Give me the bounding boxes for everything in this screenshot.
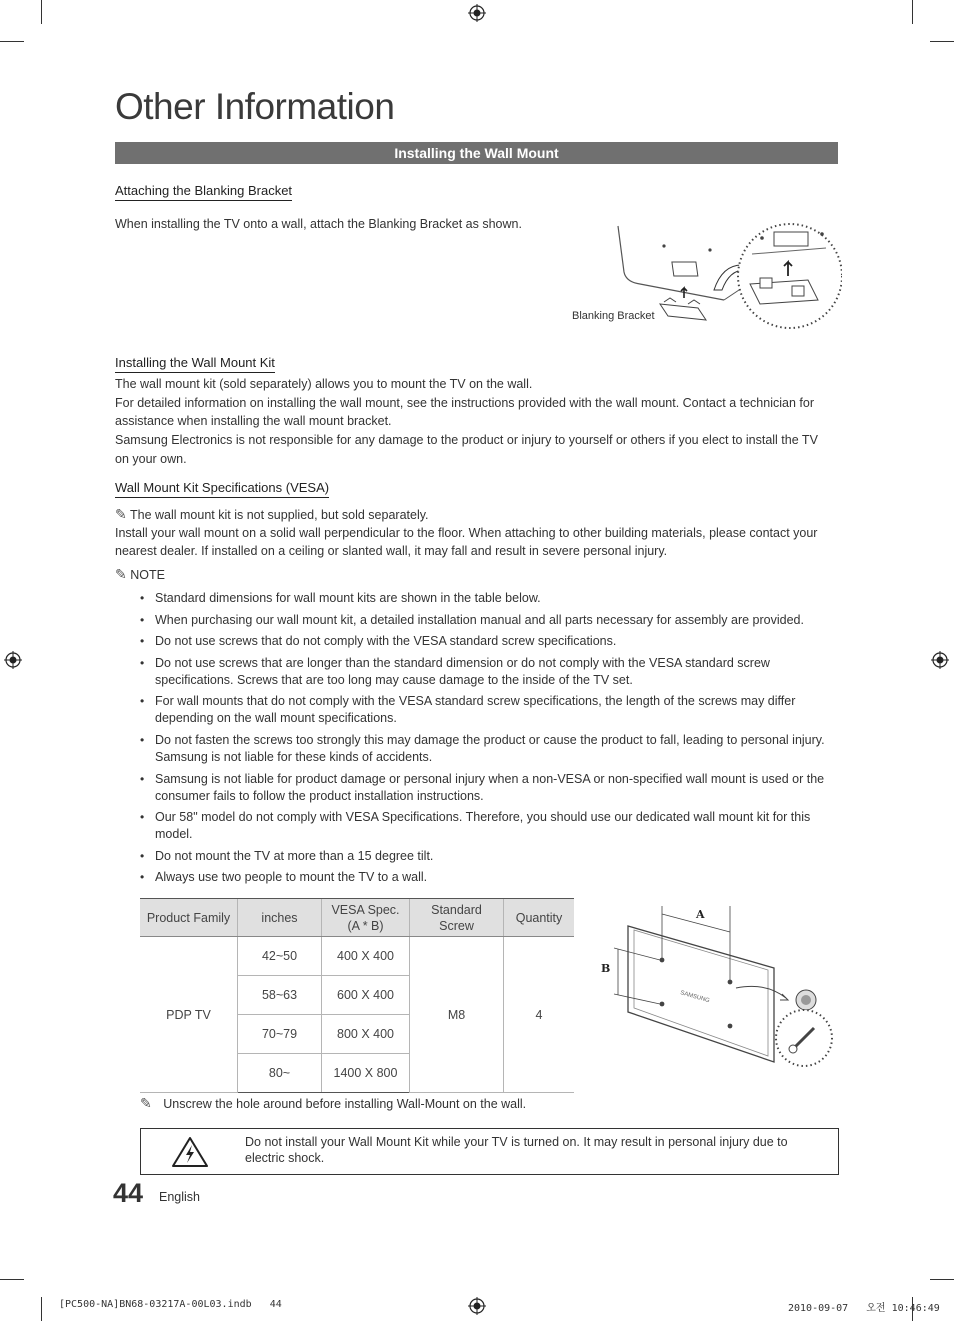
inches-cell: 80~ (238, 1054, 322, 1093)
list-item: • Our 58" model do not comply with VESA Specifications. Therefore, you should use our dedicated wall mount kit for this model. (115, 809, 845, 843)
note-pencil-icon: ✎ (140, 1095, 152, 1111)
wall-mount-kit-heading: Installing the Wall Mount Kit (115, 355, 275, 373)
note-list (115, 590, 845, 891)
registration-mark-icon (931, 651, 949, 669)
page-number: 44 (113, 1178, 144, 1208)
table-row (140, 937, 574, 976)
crop-mark (930, 1279, 954, 1280)
vesa-cell: 400 X 400 (322, 937, 410, 976)
blanking-bracket-text: When installing the TV onto a wall, attach the Blanking Bracket as shown. (115, 217, 522, 231)
registration-mark-icon (468, 1297, 486, 1315)
vesa-spec-table (140, 898, 574, 1093)
blanking-bracket-heading: Attaching the Blanking Bracket (115, 183, 292, 201)
vesa-cell: 800 X 400 (322, 1015, 410, 1054)
quantity-cell: 4 (504, 937, 575, 1093)
screw-cell: M8 (410, 937, 504, 1093)
column-header: Quantity (504, 899, 575, 937)
column-header: inches (238, 899, 322, 937)
crop-mark (930, 41, 954, 42)
wall-mount-kit-paragraph: Samsung Electronics is not responsible for any damage to the product or injury to yourself or others if you elect to install the TV on your own. (115, 433, 818, 466)
inches-cell: 70~79 (238, 1015, 322, 1054)
footer-timestamp: 2010-09-07 오전 10:46:49 (788, 1303, 940, 1314)
crop-mark (912, 0, 913, 24)
column-header: VESA Spec. (A * B) (322, 899, 410, 937)
unscrew-note-text: Unscrew the hole around before installing Wall-Mount on the wall. (163, 1097, 527, 1111)
footer-language: English (159, 1190, 200, 1204)
electric-shock-warning-icon (171, 1136, 209, 1168)
vesa-cell: 600 X 400 (322, 976, 410, 1015)
column-header: Product Family (140, 899, 238, 937)
inches-cell: 42~50 (238, 937, 322, 976)
note-pencil-icon: ✎ (115, 566, 127, 582)
table-header-row (140, 899, 574, 937)
product-family-cell: PDP TV (140, 937, 238, 1093)
list-item: • Always use two people to mount the TV to a wall. (115, 869, 845, 886)
crop-mark (0, 1279, 24, 1280)
dimension-b-label: B (601, 962, 611, 975)
column-header: Standard Screw (410, 899, 504, 937)
dimension-a-label: A (696, 908, 705, 921)
list-item: • Do not fasten the screws too strongly this may damage the product or cause the product to fall, leading to personal injury. Samsung is not liable for these kinds of accidents. (115, 732, 845, 766)
registration-mark-icon (4, 651, 22, 669)
crop-mark (0, 41, 24, 42)
note-pencil-icon: ✎ (115, 506, 127, 522)
footer-file-name: [PC500-NA]BN68-03217A-00L03.indb 44 (59, 1299, 282, 1310)
note-label: NOTE (130, 568, 165, 582)
section-title-bar: Installing the Wall Mount (115, 142, 838, 164)
list-item: • Samsung is not liable for product damage or personal injury when a non-VESA or non-specified wall mount is used or the consumer fails to follow the product installation instructions. (115, 771, 845, 805)
list-item: • Standard dimensions for wall mount kits are shown in the table below. (115, 590, 845, 607)
tv-back-diagram (596, 902, 840, 1072)
list-item: • Do not use screws that are longer than the standard dimension or do not comply with the VESA standard screw specifications. Screws that are too long may cause damage to the inside of the TV set. (115, 655, 845, 689)
vesa-install-text: Install your wall mount on a solid wall perpendicular to the floor. When attaching to other building materials, please contact your nearest dealer. If installed on a ceiling or slanted wall, it may fall and result in severe personal injury. (115, 526, 818, 558)
crop-mark (41, 0, 42, 24)
crop-mark (41, 1297, 42, 1321)
vesa-note-sold-text: The wall mount kit is not supplied, but sold separately. (129, 508, 429, 522)
registration-mark-icon (468, 4, 486, 22)
list-item: • Do not use screws that do not comply with the VESA standard screw specifications. (115, 633, 845, 650)
blanking-bracket-label: Blanking Bracket (572, 310, 655, 322)
list-item: • When purchasing our wall mount kit, a detailed installation manual and all parts necessary for assembly are provided. (115, 612, 845, 629)
page-title: Other Information (115, 86, 395, 127)
inches-cell: 58~63 (238, 976, 322, 1015)
warning-text: Do not install your Wall Mount Kit while your TV is turned on. It may result in personal injury due to electric shock. (245, 1135, 788, 1165)
vesa-cell: 1400 X 800 (322, 1054, 410, 1093)
list-item: • For wall mounts that do not comply with the VESA standard screw specifications, the length of the screws may differ depending on the wall mount specifications. (115, 693, 845, 727)
unscrew-note (140, 1095, 740, 1114)
warning-box (140, 1128, 839, 1175)
brand-label: SAMSUNG (679, 990, 711, 1005)
wall-mount-kit-paragraph: For detailed information on installing the wall mount, see the instructions provided with the wall mount. Contact a technician for assistance when installing the wall mount bracket. (115, 396, 814, 428)
note-header (115, 566, 165, 585)
vesa-heading: Wall Mount Kit Specifications (VESA) (115, 480, 329, 498)
wall-mount-kit-paragraph: The wall mount kit (sold separately) allows you to mount the TV on the wall. (115, 377, 533, 391)
list-item: • Do not mount the TV at more than a 15 degree tilt. (115, 848, 845, 865)
vesa-note-sold (115, 506, 845, 525)
